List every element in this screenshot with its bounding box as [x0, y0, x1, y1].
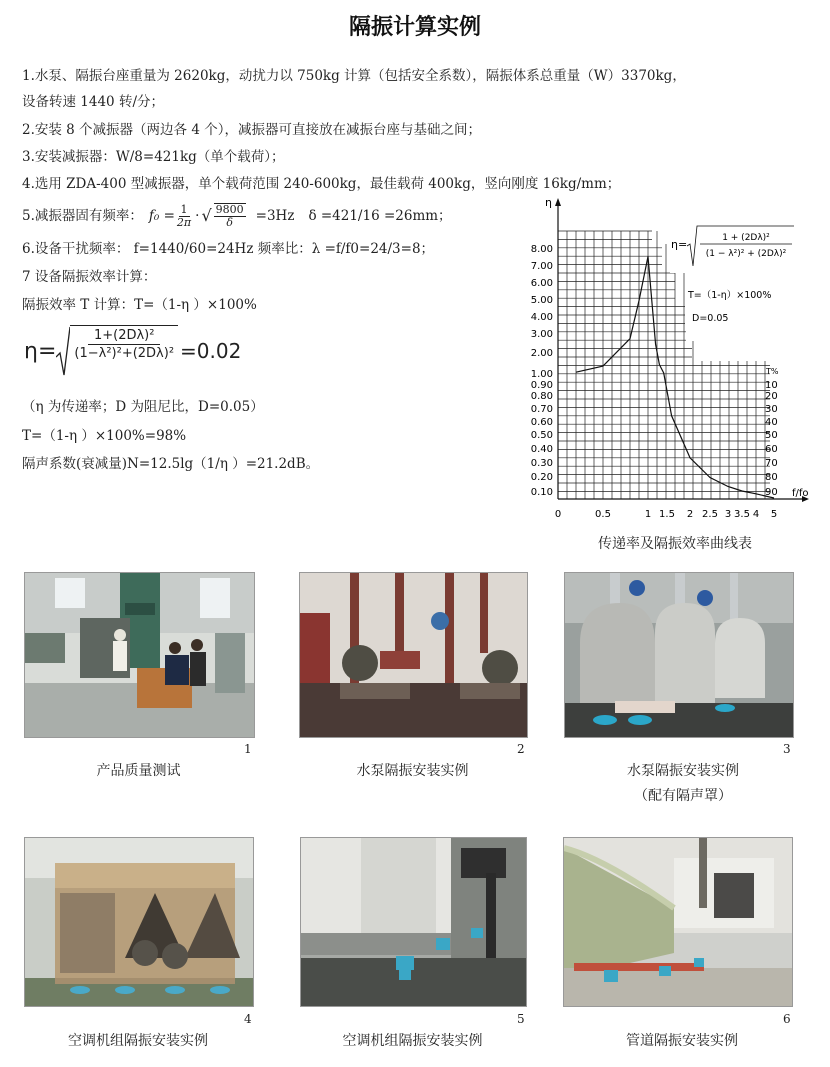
photo-caption-5: 空调机组隔振安装实例 [342, 1033, 483, 1049]
photo-quality-test [24, 572, 255, 738]
chart-formula-eta: η= [671, 238, 688, 251]
y-axis-arrow [555, 198, 561, 206]
text-line-1b: 设备转速 1440 转/分； [22, 94, 164, 110]
photo-number-5: 5 [517, 1012, 525, 1026]
photo-caption-6: 管道隔振安装实例 [626, 1033, 738, 1049]
x-tick-label: 0 [554, 509, 562, 520]
chart-formula-den: (1 − λ²)² + (2Dλ)² [705, 249, 787, 259]
photo-number-4: 4 [244, 1012, 252, 1026]
formula-result: =0.02 [180, 339, 242, 363]
t-tick-label: 40 [765, 417, 778, 428]
y-tick-label: 6.00 [530, 278, 553, 289]
line5-label: 5.减振器固有频率： [22, 208, 143, 224]
text-line-7: 7 设备隔振效率计算： [22, 269, 157, 285]
t-tick-label: 10 [765, 380, 778, 391]
t-tick-label: 70 [765, 458, 778, 469]
y-tick-label: 7.00 [530, 261, 553, 272]
y-tick-label: 0.50 [530, 430, 553, 441]
t-tick-label: 90 [765, 487, 778, 498]
x-tick-label: 2.5 [702, 509, 718, 520]
photo-number-6: 6 [783, 1012, 791, 1026]
y-tick-label: 0.10 [530, 487, 553, 498]
f0-symbol: f₀ = [148, 208, 175, 224]
note-efficiency: T=（1-η ）×100%=98% [22, 428, 187, 444]
formula-bg [670, 223, 794, 273]
t-tick-label: 60 [765, 444, 778, 455]
t-tick-label: 80 [765, 472, 778, 483]
chart-formula-t: T=（1-η）×100% [688, 290, 772, 301]
text-line-5: 5.减振器固有频率： f₀ = $\frac{1}{2\pi}$ · √ $\frac{9800}{\delta}$ =3Hz δ =421/16 =26mm； [22, 202, 452, 229]
y-tick-label: 0.40 [530, 444, 553, 455]
text-line-3: 3.安装减振器：W/8=421kg（单个载荷）； [22, 149, 285, 165]
photo-number-3: 3 [783, 742, 791, 756]
one-over-2pi: $\frac{1}{2\pi}$ [176, 202, 192, 229]
y-tick-label: 2.00 [530, 348, 553, 359]
chart-formula-num: 1 + (2Dλ)² [722, 233, 770, 243]
photo-pipe-install [563, 837, 793, 1007]
chart-caption: 传递率及隔振效率曲线表 [598, 536, 752, 552]
x-tick-label: 1.5 [659, 509, 675, 520]
y-tick-label: 0.80 [530, 391, 553, 402]
photo-caption-1: 产品质量测试 [96, 763, 181, 779]
photo-number-1: 1 [244, 742, 252, 756]
photo-caption-3b: （配有隔声罩） [634, 788, 732, 804]
x-tick-label: 2 [686, 509, 694, 520]
sqrt-frac: $\frac{9800}{\delta}$ [215, 203, 244, 229]
y-tick-label: 5.00 [530, 295, 553, 306]
x-tick-label: 1 [644, 509, 652, 520]
photo-pump-install-2 [564, 572, 794, 738]
photo-number-2: 2 [517, 742, 525, 756]
y-tick-label: 3.00 [530, 329, 553, 340]
t-tick-label: 50 [765, 430, 778, 441]
photo-ac-install-1 [24, 837, 254, 1007]
y-tick-label: 0.30 [530, 458, 553, 469]
photo-caption-3: 水泵隔振安装实例 [627, 763, 739, 779]
x-tick-label: 4 [752, 509, 760, 520]
photo-caption-2: 水泵隔振安装实例 [356, 763, 469, 779]
text-line-4: 4.选用 ZDA-400 型减振器，单个载荷范围 240-600kg，最佳载荷 400kg，竖向刚度 16kg/mm； [22, 176, 621, 192]
t-tick-label: 20 [765, 391, 778, 402]
y-tick-label: 0.70 [530, 404, 553, 415]
x-tick-label: 5 [770, 509, 778, 520]
x-tick-label: 0.5 [595, 509, 611, 520]
radical-icon [56, 325, 70, 377]
formula-fraction: $\frac{\text{1+(2Dλ)²}}{\text{(1−λ²)²+(2Dλ)²}}$ [70, 325, 178, 377]
photo-pump-install-1 [299, 572, 528, 738]
f0-result: =3Hz [255, 208, 295, 224]
y-tick-label: 1.00 [530, 369, 553, 380]
y-tick-label: 4.00 [530, 312, 553, 323]
transmissibility-chart [520, 196, 815, 526]
text-line-8: 隔振效率 T 计算：T=（1-η ）×100% [22, 297, 257, 313]
y-axis-label: η [545, 196, 552, 209]
note-noise: 隔声系数(衰减量)N=12.5lg（1/η ）=21.2dB。 [22, 456, 320, 472]
t-tick-label: 30 [765, 404, 778, 415]
x-tick-label: 3 [724, 509, 732, 520]
photo-caption-4: 空调机组隔振安装实例 [68, 1033, 208, 1049]
page-title: 隔振计算实例 [348, 15, 481, 40]
y-tick-label: 0.20 [530, 472, 553, 483]
t-axis-label: T% [766, 367, 779, 376]
chart-formula-d: D=0.05 [692, 313, 729, 324]
photo-ac-install-2 [300, 837, 527, 1007]
text-line-6: 6.设备干扰频率： f=1440/60=24Hz 频率比：λ =f/f0=24/3=8； [22, 241, 435, 257]
x-axis-label: f/fo [792, 488, 809, 499]
text-line-1: 1.水泵、隔振台座重量为 2620kg，动扰力以 750kg 计算（包括安全系数），隔振体系总重量（W）3370kg， [22, 68, 686, 84]
note-eta: （η 为传递率；D 为阻尼比，D=0.05） [22, 399, 264, 415]
y-tick-label: 8.00 [530, 244, 553, 255]
text-line-2: 2.安装 8 个减振器（两边各 4 个），减振器可直接放在减振台座与基础之间； [22, 122, 481, 138]
delta-calc: δ =421/16 =26mm； [308, 208, 452, 224]
formula-eta: η= [24, 338, 57, 364]
y-tick-label: 0.90 [530, 380, 553, 391]
y-tick-label: 0.60 [530, 417, 553, 428]
eta-formula [24, 322, 241, 380]
x-tick-label: 3.5 [734, 509, 750, 520]
